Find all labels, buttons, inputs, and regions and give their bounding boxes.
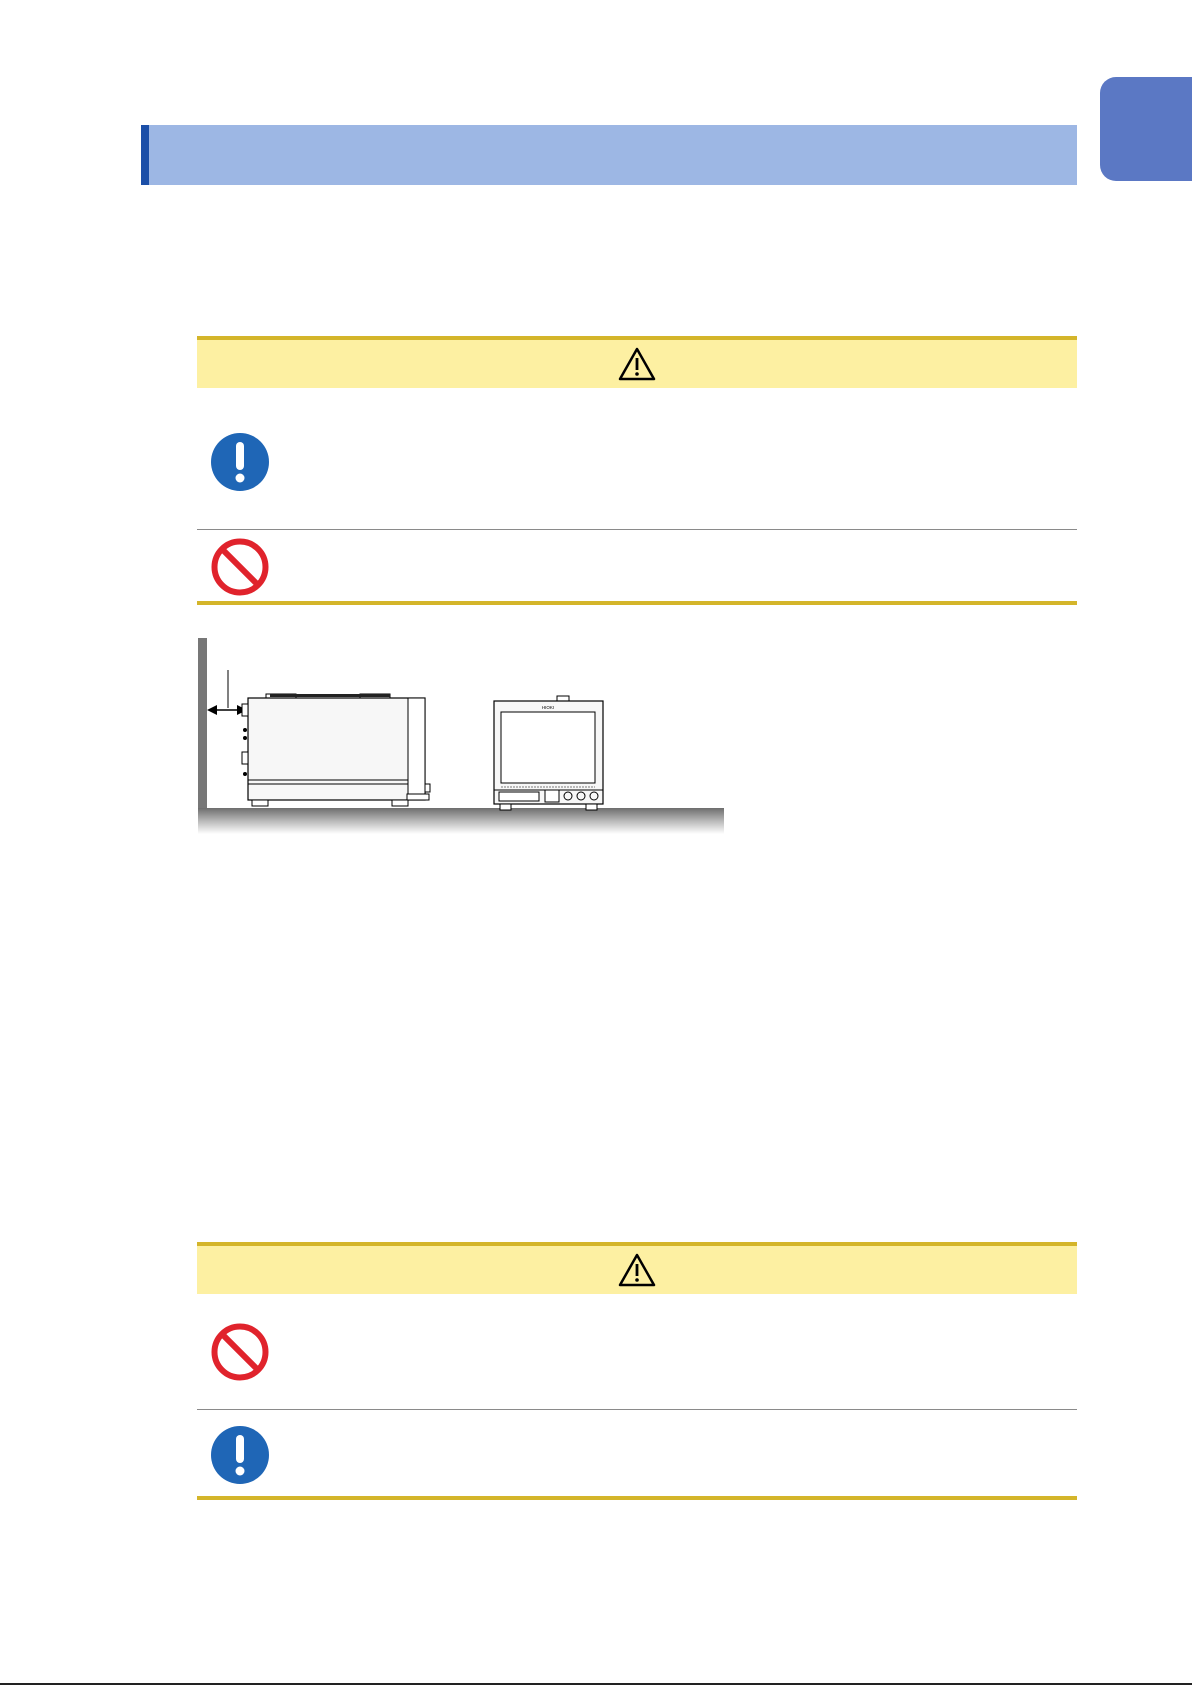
notice-header-top <box>197 336 1077 388</box>
prohibition-icon <box>210 1322 270 1382</box>
device-logo: HIOKI <box>541 705 555 710</box>
section-header-bar <box>141 125 1077 185</box>
instrument-side-view <box>242 694 430 806</box>
notice-header-bottom <box>197 1242 1077 1294</box>
notice-item-prohibition <box>210 537 270 602</box>
notice-item-mandatory <box>210 1425 270 1490</box>
instrument-front-view <box>494 696 603 810</box>
notice-bottom-rule <box>197 1496 1077 1500</box>
prohibition-icon <box>210 537 270 597</box>
installation-clearance-figure <box>192 634 724 834</box>
chapter-tab <box>1100 77 1192 181</box>
mandatory-icon <box>210 1425 270 1485</box>
mandatory-icon <box>210 432 270 492</box>
notice-bottom-rule <box>197 601 1077 605</box>
notice-item-prohibition <box>210 1322 270 1387</box>
warning-triangle-icon <box>617 1252 657 1288</box>
notice-divider <box>197 529 1077 530</box>
notice-divider <box>197 1409 1077 1410</box>
wall <box>198 638 207 812</box>
clearance-arrow <box>207 705 247 715</box>
floor <box>198 808 724 834</box>
notice-item-mandatory <box>210 432 270 497</box>
warning-triangle-icon <box>617 346 657 382</box>
